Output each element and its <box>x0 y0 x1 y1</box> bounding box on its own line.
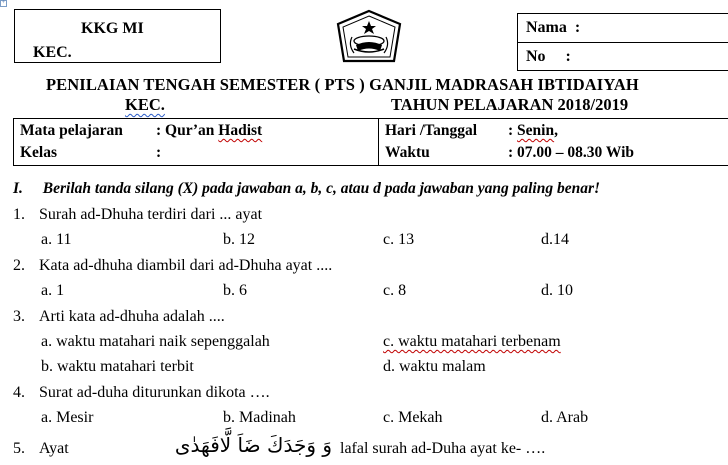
option-1a[interactable]: a. 11 <box>41 231 72 248</box>
student-identity-box <box>517 13 728 71</box>
option-3c[interactable]: c. waktu matahari terbenam <box>383 333 561 350</box>
arabic-verse: وَ وَجَدَكَ ضَاَ لَّافَهَدٰى <box>174 433 332 457</box>
kkg-label: KKG MI <box>81 20 144 37</box>
option-2b[interactable]: b. 6 <box>223 282 247 299</box>
kkg-box <box>14 9 221 63</box>
question-4 <box>13 384 270 402</box>
option-2c[interactable]: c. 8 <box>383 282 407 299</box>
exam-kec: KEC. <box>125 95 165 114</box>
question-number: 5. <box>13 440 25 457</box>
option-4a[interactable]: a. Mesir <box>41 409 94 426</box>
kelas-value: : <box>156 144 162 161</box>
question-3 <box>13 308 225 326</box>
question-text: Arti kata ad-dhuha adalah .... <box>39 308 225 325</box>
instruction-text: Berilah tanda silang (X) pada jawaban a, b, c, atau d pada jawaban yang paling benar! <box>42 180 601 197</box>
question-text-before: Ayat <box>39 440 69 457</box>
instruction-number: I. <box>13 180 23 197</box>
kelas-label: Kelas <box>20 144 58 161</box>
question-number: 1. <box>13 206 25 223</box>
option-3a[interactable]: a. waktu matahari naik sepenggalah <box>41 333 270 350</box>
option-2a[interactable]: a. 1 <box>41 282 65 299</box>
no-label: No : <box>526 48 571 65</box>
nama-label: Nama : <box>526 19 581 36</box>
table-anchor-icon[interactable]: + <box>1 0 6 6</box>
info-divider <box>378 119 379 165</box>
option-2d[interactable]: d. 10 <box>541 282 573 299</box>
option-1b[interactable]: b. 12 <box>223 231 255 248</box>
hari-label: Hari /Tanggal <box>385 122 478 139</box>
no-field[interactable] <box>518 43 728 72</box>
question-1 <box>13 206 262 224</box>
question-5 <box>13 440 69 458</box>
option-4c[interactable]: c. Mekah <box>383 409 443 426</box>
instruction <box>13 180 600 198</box>
question-number: 2. <box>13 257 25 274</box>
exam-title: PENILAIAN TENGAH SEMESTER ( PTS ) GANJIL MADRASAH IBTIDAIYAH <box>46 75 639 94</box>
question-2 <box>13 257 332 275</box>
question-number: 4. <box>13 384 25 401</box>
nama-field[interactable] <box>518 14 728 43</box>
question-number: 3. <box>13 308 25 325</box>
option-4d[interactable]: d. Arab <box>541 409 589 426</box>
exam-info-table <box>13 118 728 166</box>
option-3d[interactable]: d. waktu malam <box>383 358 486 375</box>
question-text-after: lafal surah ad-Duha ayat ke- …. <box>340 440 546 457</box>
academic-year: TAHUN PELAJARAN 2018/2019 <box>391 95 629 114</box>
question-text: Kata ad-dhuha diambil dari ad-Dhuha ayat .... <box>39 257 333 274</box>
option-1c[interactable]: c. 13 <box>383 231 415 248</box>
ministry-logo-icon <box>334 9 404 69</box>
hari-value: : Senin, <box>508 122 558 139</box>
waktu-label: Waktu <box>385 144 430 161</box>
waktu-value: : 07.00 – 08.30 Wib <box>508 144 635 161</box>
option-3b[interactable]: b. waktu matahari terbit <box>41 358 194 375</box>
kec-label: KEC. <box>33 44 72 61</box>
question-text: Surat ad-duha diturunkan dikota …. <box>39 384 270 401</box>
question-text: Surah ad-Dhuha terdiri dari ... ayat <box>39 206 263 223</box>
mapel-value: : Qur’an Hadist <box>156 122 263 139</box>
mapel-label: Mata pelajaran <box>20 122 123 139</box>
option-1d[interactable]: d.14 <box>541 231 569 248</box>
option-4b[interactable]: b. Madinah <box>223 409 296 426</box>
